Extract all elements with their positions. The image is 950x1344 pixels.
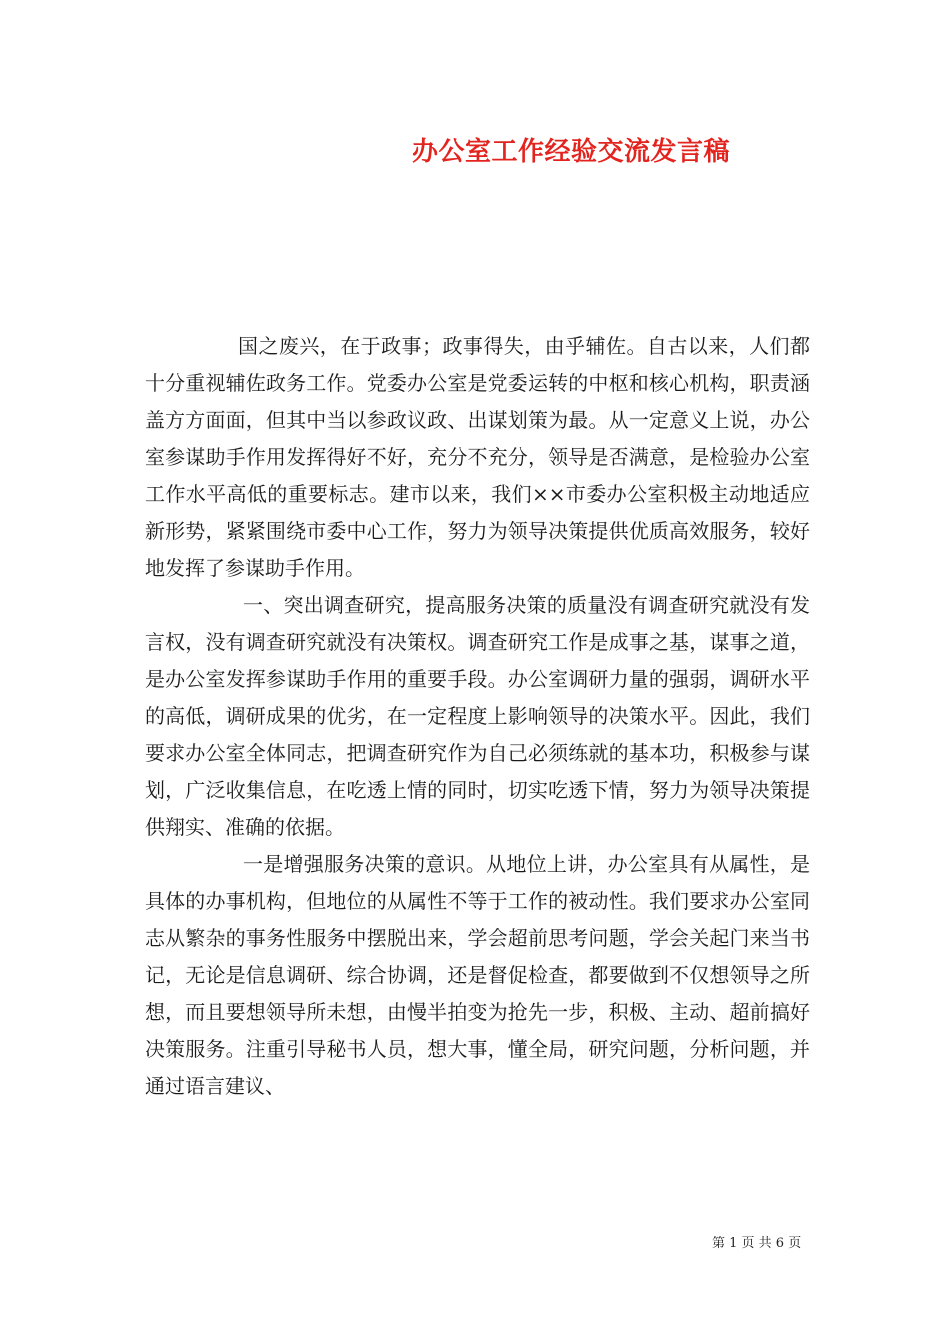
paragraph-section-one: 一、突出调查研究，提高服务决策的质量没有调查研究就没有发言权，没有调查研究就没有决策权。调查研究工作是成事之基，谋事之道，是办公室发挥参谋助手作用的重要手段。办公室调研力量的强弱，调研水平的高低，调研成果的优劣，在一定程度上影响领导的决策水平。因此，我们要求办公室全体同志，把调查研究作为自己必须练就的基本功，积极参与谋划，广泛收集信息，在吃透上情的同时，切实吃透下情，努力为领导决策提供翔实、准确的依据。 — [145, 593, 810, 839]
document-body — [145, 328, 810, 1105]
paragraph-intro: 国之废兴，在于政事；政事得失，由乎辅佐。自古以来，人们都十分重视辅佐政务工作。党委办公室是党委运转的中枢和核心机构，职责涵盖方方面面，但其中当以参政议政、出谋划策为最。从一定意义上说，办公室参谋助手作用发挥得好不好，充分不充分，领导是否满意，是检验办公室工作水平高低的重要标志。建市以来，我们××市委办公室积极主动地适应新形势，紧紧围绕市委中心工作，努力为领导决策提供优质高效服务，较好地发挥了参谋助手作用。 — [145, 334, 810, 580]
page-number-footer: 第 1 页 共 6 页 — [712, 1236, 802, 1251]
document-title: 办公室工作经验交流发言稿 — [412, 137, 731, 167]
paragraph-point-one: 一是增强服务决策的意识。从地位上讲，办公室具有从属性，是具体的办事机构，但地位的从属性不等于工作的被动性。我们要求办公室同志从繁杂的事务性服务中摆脱出来，学会超前思考问题，学会关起门来当书记，无论是信息调研、综合协调，还是督促检查，都要做到不仅想领导之所想，而且要想领导所未想，由慢半拍变为抢先一步，积极、主动、超前搞好决策服务。注重引导秘书人员，想大事，懂全局，研究问题，分析问题，并通过语言建议、 — [145, 852, 810, 1098]
